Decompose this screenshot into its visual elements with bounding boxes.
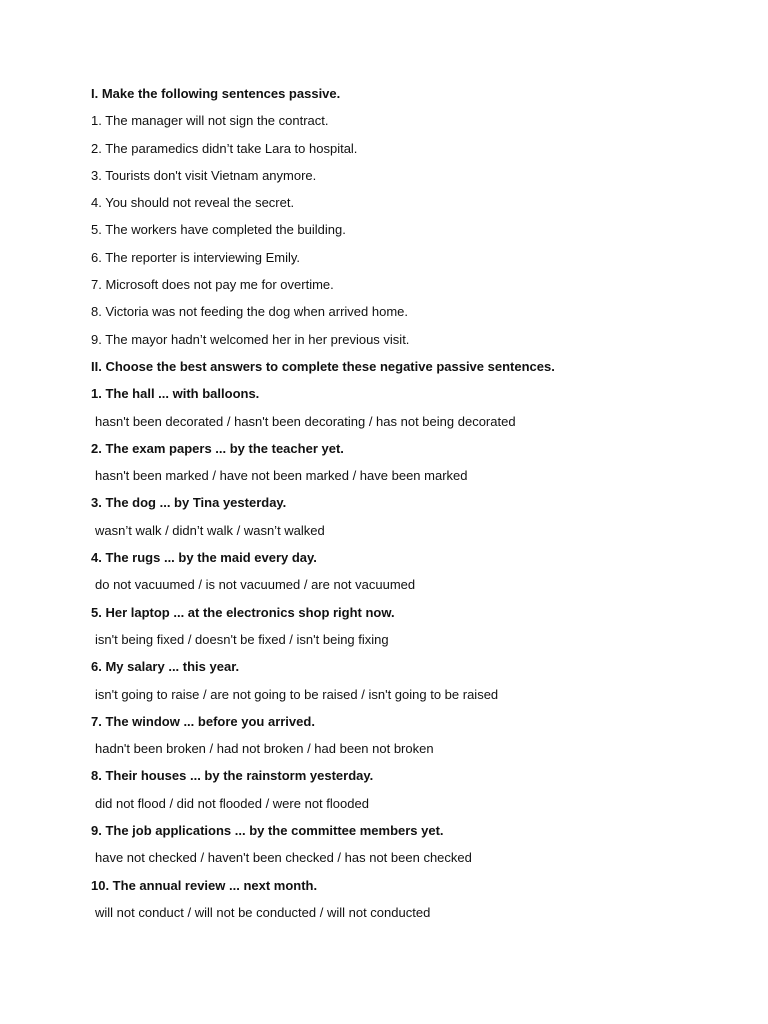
sentence-5: 5. The workers have completed the building. [91,222,346,238]
question-6: 6. My salary ... this year. [91,659,240,675]
answer-options-1: hasn't been decorated / hasn't been decorating / has not being decorated [95,413,516,429]
question-1: 1. The hall ... with balloons. [91,386,260,402]
sentence-2: 2. The paramedics didn’t take Lara to hospital. [91,140,358,156]
answer-options-8: did not flood / did not flooded / were not flooded [95,795,369,811]
sentence-1: 1. The manager will not sign the contract. [91,113,329,129]
answer-options-4: do not vacuumed / is not vacuumed / are not vacuumed [95,577,416,593]
sentence-4: 4. You should not reveal the secret. [91,195,295,211]
question-10: 10. The annual review ... next month. [91,877,318,893]
answer-options-7: hadn't been broken / had not broken / had been not broken [95,741,434,757]
question-5: 5. Her laptop ... at the electronics shop right now. [91,604,395,620]
sentence-8: 8. Victoria was not feeding the dog when arrived home. [91,304,409,320]
answer-options-6: isn't going to raise / are not going to be raised / isn't going to be raised [95,686,499,702]
answer-options-5: isn't being fixed / doesn't be fixed / isn't being fixing [95,631,389,647]
sentence-6: 6. The reporter is interviewing Emily. [91,249,301,265]
answer-options-2: hasn't been marked / have not been marked / have been marked [95,468,468,484]
question-8: 8. Their houses ... by the rainstorm yesterday. [91,768,374,784]
question-3: 3. The dog ... by Tina yesterday. [91,495,287,511]
answer-options-9: have not checked / haven't been checked / has not been checked [95,850,472,866]
question-9: 9. The job applications ... by the committee members yet. [91,823,444,839]
worksheet-content [91,85,731,931]
answer-options-10: will not conduct / will not be conducted / will not conducted [95,904,431,920]
question-7: 7. The window ... before you arrived. [91,713,315,729]
section-1-heading: I. Make the following sentences passive. [91,86,341,101]
section-2-heading: II. Choose the best answers to complete these negative passive sentences. [91,358,555,374]
question-4: 4. The rugs ... by the maid every day. [91,550,317,566]
question-2: 2. The exam papers ... by the teacher yet. [91,440,344,456]
sentence-7: 7. Microsoft does not pay me for overtime. [91,277,334,293]
sentence-9: 9. The mayor hadn’t welcomed her in her previous visit. [91,331,410,347]
sentence-3: 3. Tourists don't visit Vietnam anymore. [91,167,317,183]
answer-options-3: wasn’t walk / didn’t walk / wasn’t walked [95,522,325,538]
